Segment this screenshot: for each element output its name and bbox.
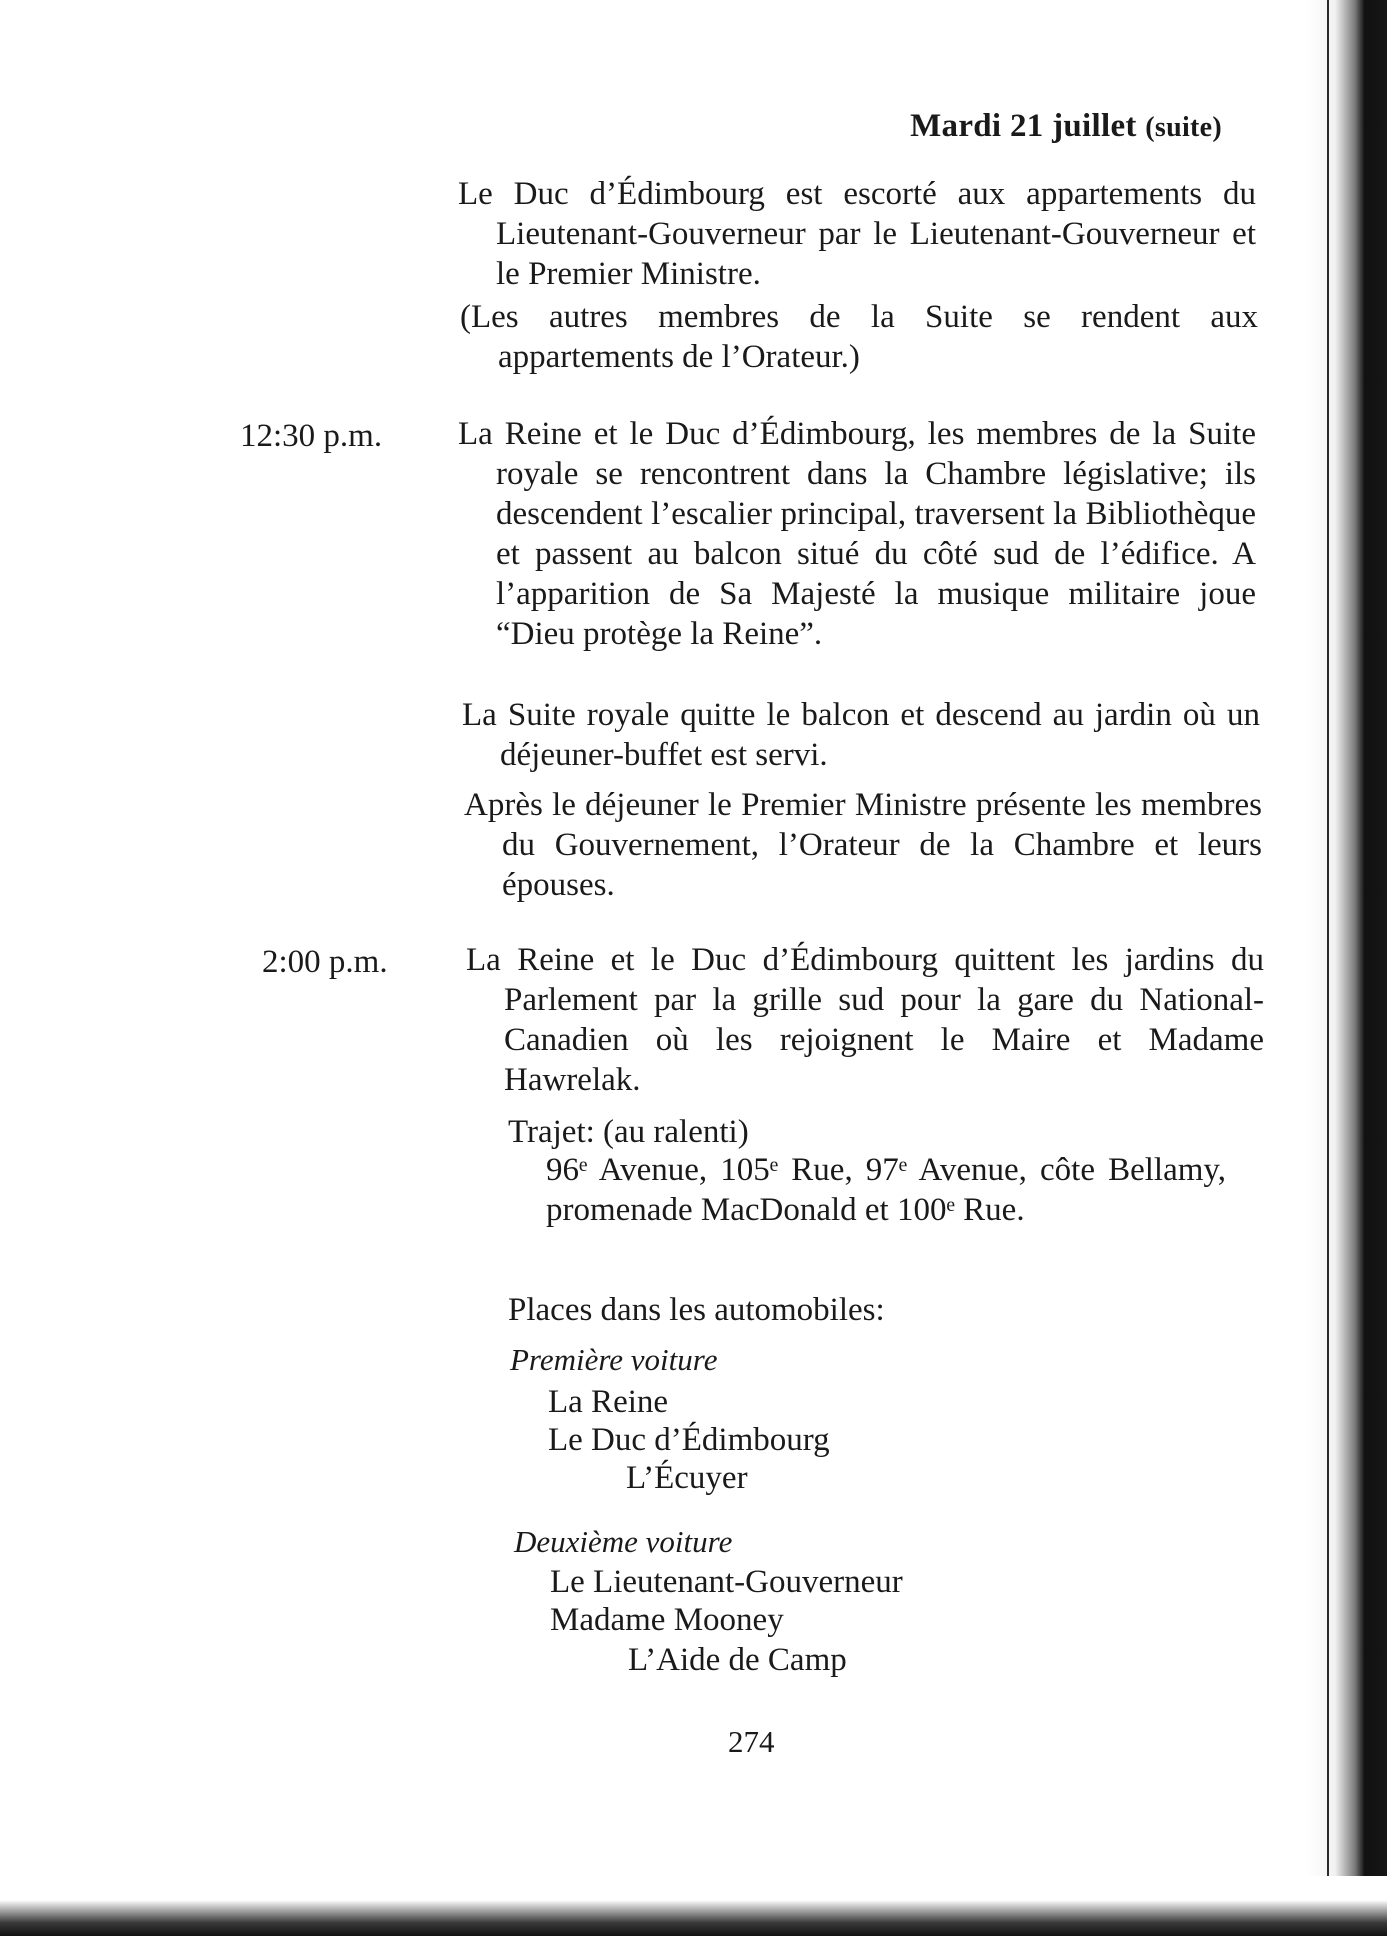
- page-bottom-edge: [0, 1876, 1387, 1936]
- second-car-lt-governor: Le Lieutenant-Gouverneur: [550, 1564, 903, 1600]
- first-car-title: Première voiture: [510, 1342, 718, 1377]
- time-1230: 12:30 p.m.: [240, 418, 383, 454]
- header-day: Mardi 21 juillet: [910, 108, 1137, 144]
- second-car-title: Deuxième voiture: [514, 1524, 733, 1559]
- route-text: 96ᵉ Avenue, 105ᵉ Rue, 97ᵉ Avenue, côte Bellamy, promenade MacDonald et 100ᵉ Rue.: [546, 1152, 1226, 1228]
- first-car-queen: La Reine: [548, 1384, 669, 1420]
- book-binding-shadow: [1307, 0, 1387, 1936]
- paragraph-suite-members: (Les autres membres de la Suite se rendent aux appartements de l’Orateur.): [460, 299, 1258, 375]
- second-car-mrs-mooney: Madame Mooney: [550, 1602, 784, 1638]
- page-header: [910, 108, 1222, 145]
- paragraph-queen-balcony: La Reine et le Duc d’Édimbourg, les membres de la Suite royale se rencontrent dans la Chambre législative; ils descendent l’escalier principal, traversent la Bibliothèque et passent au balcon situé du côté sud de l’édifice. A l’apparition de Sa Majesté la musique militaire joue “Dieu protège la Reine”.: [458, 416, 1256, 652]
- time-1400: 2:00 p.m.: [262, 944, 388, 980]
- route-label: Trajet: (au ralenti): [508, 1114, 749, 1150]
- cars-heading: Places dans les automobiles:: [508, 1292, 885, 1328]
- book-spine-edge: [1327, 0, 1329, 1936]
- paragraph-duke-escorted: Le Duc d’Édimbourg est escorté aux appartements du Lieutenant-Gouverneur par le Lieutenant-Gouverneur et le Premier Ministre.: [458, 176, 1256, 292]
- paragraph-premier-presents: Après le déjeuner le Premier Ministre présente les membres du Gouvernement, l’Orateur de la Chambre et leurs épouses.: [464, 787, 1262, 903]
- header-suite: (suite): [1145, 112, 1222, 143]
- first-car-equerry: L’Écuyer: [626, 1460, 748, 1496]
- first-car-duke: Le Duc d’Édimbourg: [548, 1422, 830, 1458]
- paragraph-departure: La Reine et le Duc d’Édimbourg quittent les jardins du Parlement par la grille sud pour la gare du National-Canadien où les rejoignent le Maire et Madame Hawrelak.: [466, 942, 1264, 1098]
- second-car-aide-de-camp: L’Aide de Camp: [628, 1642, 847, 1678]
- page-number: 274: [728, 1724, 775, 1759]
- paragraph-garden-buffet: La Suite royale quitte le balcon et descend au jardin où un déjeuner-buffet est servi.: [462, 697, 1260, 773]
